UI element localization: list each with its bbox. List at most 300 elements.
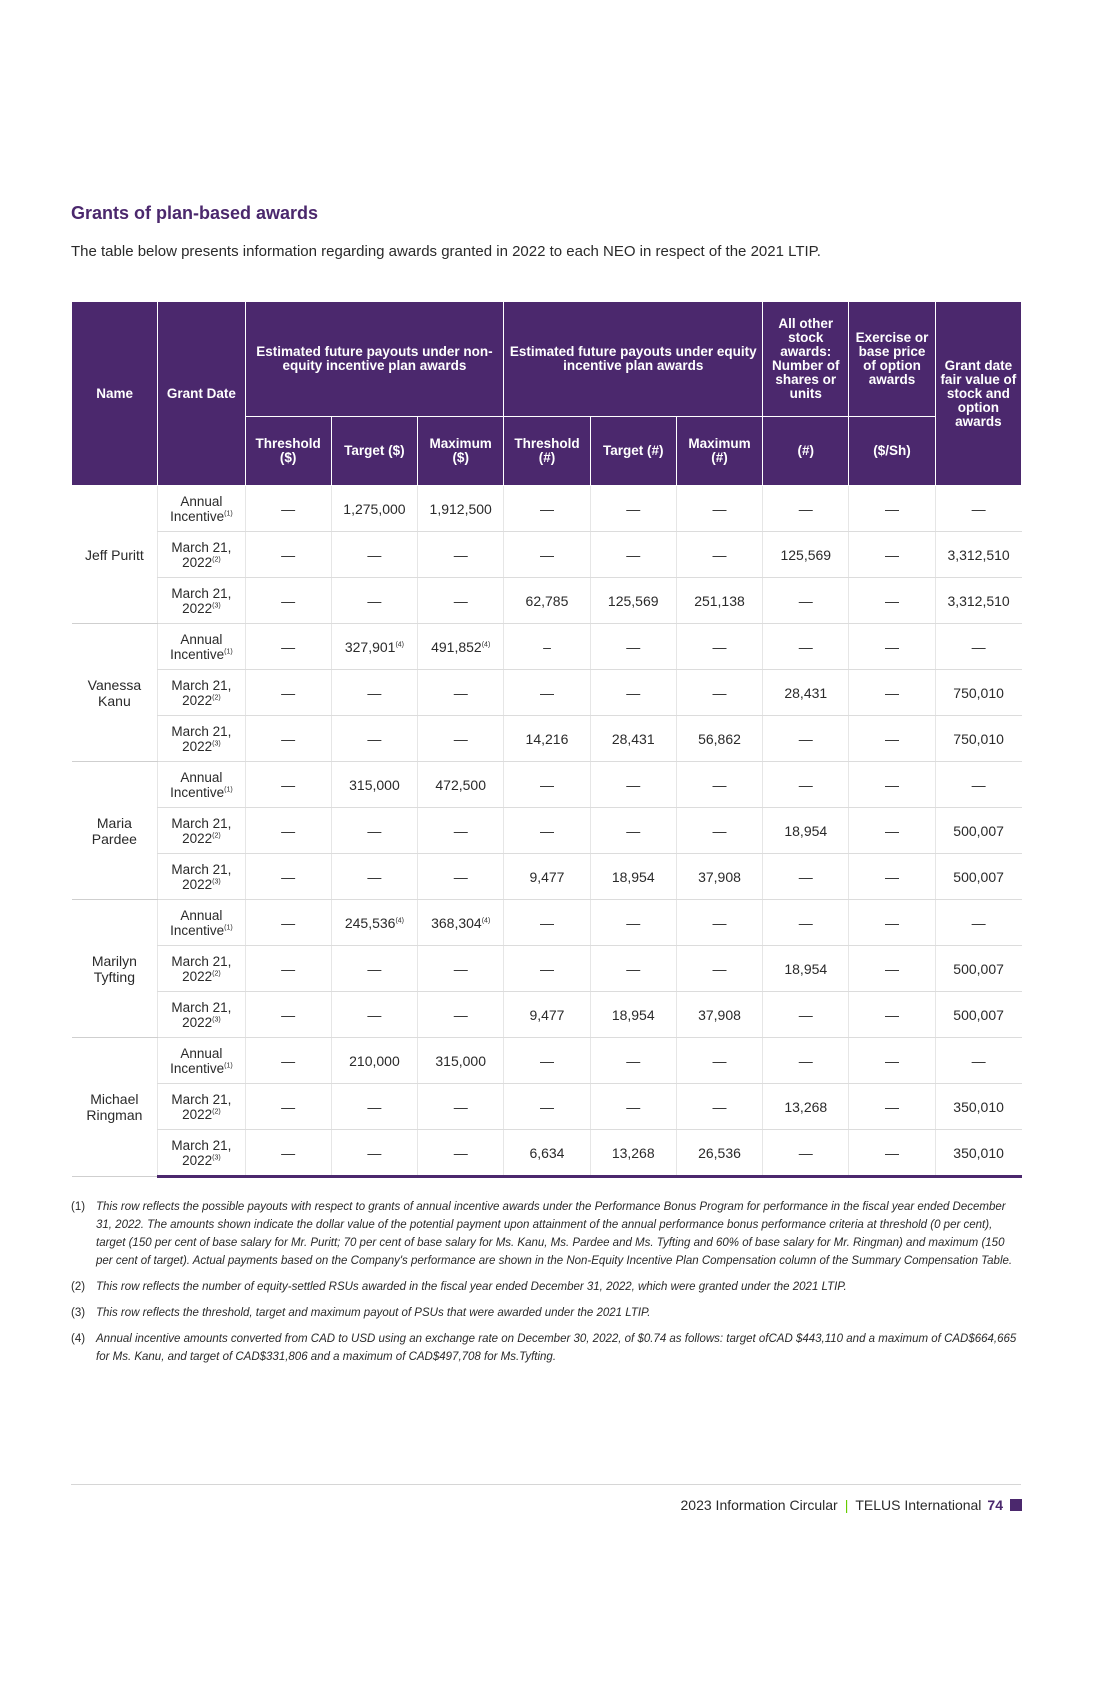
cell-value: — [712,822,727,839]
cell-grant-fair-value [935,716,1021,762]
cell-ne-target [331,900,417,946]
cell-grant-fair-value [935,578,1021,624]
header-all-other-unit: (#) [763,417,849,486]
cell-ne-maximum [418,900,504,946]
cell-all-other-stock [763,1084,849,1130]
cell-value: 491,852 [431,638,482,655]
cell-exercise-price [849,716,935,762]
cell-grant-fair-value [935,532,1021,578]
cell-value: — [798,500,813,517]
cell-ne-maximum [418,1084,504,1130]
cell-value: — [971,500,986,517]
footnote-ref: (2) [212,970,221,977]
cell-value: — [539,546,554,563]
grant-date-cell [158,762,245,808]
cell-value: 315,000 [349,776,400,793]
cell-ne-maximum [418,624,504,670]
cell-value: 125,569 [780,546,832,563]
cell-value: 125,569 [607,592,659,609]
cell-value: — [367,1098,382,1115]
grant-date-text: March 21, 2022 [171,677,232,708]
cell-eq-threshold [504,1038,590,1084]
cell-value: 18,954 [611,1006,655,1023]
cell-value: 750,010 [953,730,1004,747]
cell-eq-maximum [676,670,762,716]
footnote-text: This row reflects the threshold, target and maximum payout of PSUs that were awarded under the 2021 LTIP. [96,1307,651,1319]
cell-exercise-price [849,808,935,854]
cell-value: — [712,1052,727,1069]
table-row [72,578,1022,624]
grant-date-cell [158,946,245,992]
cell-value: — [626,776,641,793]
cell-value: — [885,776,900,793]
cell-eq-threshold [504,992,590,1038]
cell-value: 327,901 [344,638,396,655]
cell-eq-target [590,992,676,1038]
cell-exercise-price [849,1084,935,1130]
grant-date-text: Annual Incentive [170,769,225,800]
footer-divider [71,1484,1021,1485]
table-row [72,992,1022,1038]
grant-date-cell [158,992,245,1038]
cell-value: – [543,638,551,655]
cell-value: — [885,1144,900,1161]
cell-value: 350,010 [953,1144,1004,1161]
cell-value: — [798,914,813,931]
cell-value: — [539,776,554,793]
header-name: Name [72,302,158,486]
cell-ne-threshold [245,578,331,624]
cell-eq-target [590,486,676,532]
grant-date-text: March 21, 2022 [171,585,232,616]
grant-date-cell [158,532,245,578]
cell-value: — [281,1052,296,1069]
cell-ne-threshold [245,532,331,578]
cell-eq-target [590,808,676,854]
cell-value: — [885,960,900,977]
cell-grant-fair-value [935,486,1021,532]
cell-value: 500,007 [953,868,1004,885]
cell-value: 1,912,500 [429,500,492,517]
grant-date-text: March 21, 2022 [171,953,232,984]
cell-value: 18,954 [611,868,655,885]
cell-all-other-stock [763,624,849,670]
cell-value: — [885,684,900,701]
cell-all-other-stock [763,1130,849,1177]
cell-ne-target [331,670,417,716]
cell-all-other-stock [763,992,849,1038]
cell-value: — [712,914,727,931]
cell-value: 3,312,510 [947,546,1010,563]
cell-value: — [885,1098,900,1115]
cell-value: — [712,638,727,655]
cell-value: — [281,546,296,563]
cell-value: — [281,914,296,931]
cell-all-other-stock [763,532,849,578]
table-row [72,808,1022,854]
cell-value: — [281,592,296,609]
cell-value: 18,954 [784,822,828,839]
cell-eq-maximum [676,762,762,808]
cell-ne-maximum [418,532,504,578]
header-ne-maximum: Maximum ($) [418,417,504,486]
cell-grant-fair-value [935,900,1021,946]
cell-value: — [281,1144,296,1161]
footnote-number: (1) [71,1201,86,1213]
cell-ne-maximum [418,578,504,624]
cell-ne-maximum [418,762,504,808]
cell-eq-maximum [676,808,762,854]
cell-ne-target [331,578,417,624]
grant-date-text: Annual Incentive [170,907,225,938]
header-grant-date-fair-value: Grant date fair value of stock and option awards [935,302,1021,486]
footnote-number: (2) [71,1281,86,1293]
cell-ne-threshold [245,486,331,532]
cell-value: 1,275,000 [343,500,406,517]
cell-value: 9,477 [529,1006,565,1023]
neo-name: Michael Ringman [72,1038,158,1177]
cell-eq-threshold [504,808,590,854]
cell-value: — [712,960,727,977]
footer-publication: 2023 Information Circular [680,1497,838,1513]
cell-value: 500,007 [953,960,1004,977]
cell-ne-target [331,486,417,532]
cell-value: — [885,592,900,609]
footnote-ref: (2) [212,832,221,839]
table-row [72,716,1022,762]
footnote-number: (3) [71,1307,86,1319]
cell-eq-target [590,900,676,946]
cell-value: — [281,1006,296,1023]
table-row [72,486,1022,532]
header-equity-group: Estimated future payouts under equity incentive plan awards [504,302,763,417]
header-exercise-unit: ($/Sh) [849,417,935,486]
footnote-ref: (3) [212,602,221,609]
cell-value: — [885,914,900,931]
cell-all-other-stock [763,578,849,624]
cell-value: — [367,730,382,747]
cell-value: — [453,1098,468,1115]
cell-eq-threshold [504,716,590,762]
section-title: Grants of plan-based awards [71,203,319,223]
cell-ne-target [331,716,417,762]
cell-value: — [626,960,641,977]
table-row [72,1038,1022,1084]
page-number: 74 [987,1497,1003,1513]
cell-eq-maximum [676,624,762,670]
cell-eq-maximum [676,900,762,946]
cell-value: — [539,1098,554,1115]
cell-value: — [367,960,382,977]
cell-value: 315,000 [435,1052,486,1069]
cell-ne-maximum [418,992,504,1038]
grant-date-cell [158,624,245,670]
cell-value: — [281,684,296,701]
cell-eq-threshold [504,946,590,992]
header-non-equity-group: Estimated future payouts under non-equity incentive plan awards [245,302,504,417]
cell-value: — [712,1098,727,1115]
grant-date-cell [158,854,245,900]
footnote [71,1198,1021,1270]
cell-eq-maximum [676,946,762,992]
cell-value: — [626,1052,641,1069]
cell-grant-fair-value [935,854,1021,900]
cell-value: — [885,868,900,885]
table-row [72,854,1022,900]
cell-eq-maximum [676,716,762,762]
grant-date-cell [158,486,245,532]
cell-eq-target [590,1038,676,1084]
cell-eq-target [590,532,676,578]
grant-date-text: Annual Incentive [170,493,225,524]
cell-value: — [626,1098,641,1115]
cell-value: 6,634 [529,1144,565,1161]
cell-value: — [539,1052,554,1069]
cell-value: — [539,914,554,931]
cell-exercise-price [849,900,935,946]
cell-ne-threshold [245,1084,331,1130]
cell-eq-threshold [504,854,590,900]
footnote-ref: (1) [224,1062,233,1069]
header-eq-threshold: Threshold (#) [504,417,590,486]
grant-date-text: Annual Incentive [170,1045,225,1076]
cell-all-other-stock [763,900,849,946]
cell-value: — [626,500,641,517]
cell-grant-fair-value [935,670,1021,716]
cell-value: — [453,730,468,747]
cell-ne-maximum [418,1038,504,1084]
footnote [71,1304,1021,1322]
cell-ne-maximum [418,1130,504,1177]
cell-eq-threshold [504,900,590,946]
cell-ne-target [331,946,417,992]
cell-value: — [626,822,641,839]
cell-exercise-price [849,670,935,716]
cell-ne-threshold [245,1130,331,1177]
footnote-ref: (1) [224,510,233,517]
footnote-ref: (4) [481,916,491,924]
grant-date-cell [158,670,245,716]
section-intro: The table below presents information regarding awards granted in 2022 to each NEO in respect of the 2021 LTIP. [71,243,821,260]
table-row [72,1084,1022,1130]
cell-value: 37,908 [698,868,741,885]
cell-eq-threshold [504,486,590,532]
cell-ne-target [331,1038,417,1084]
cell-eq-threshold [504,762,590,808]
cell-value: 245,536 [344,914,396,931]
cell-value: 28,431 [611,730,655,747]
cell-value: — [798,1006,813,1023]
cell-value: — [798,638,813,655]
cell-eq-target [590,578,676,624]
cell-value: — [367,1006,382,1023]
footnote [71,1330,1021,1366]
table-row [72,670,1022,716]
cell-exercise-price [849,624,935,670]
cell-eq-target [590,624,676,670]
footnote-ref: (4) [395,916,405,924]
cell-value: — [367,868,382,885]
cell-ne-target [331,624,417,670]
footnote-ref: (2) [212,1108,221,1115]
cell-value: — [798,1052,813,1069]
footnote-text: This row reflects the number of equity-settled RSUs awarded in the fiscal year ended December 31, 2022, which were granted under the 2021 LTIP. [96,1281,847,1293]
header-eq-maximum: Maximum (#) [676,417,762,486]
cell-value: — [798,1144,813,1161]
cell-value: — [798,868,813,885]
footnote-ref: (3) [212,878,221,885]
cell-eq-target [590,716,676,762]
cell-all-other-stock [763,716,849,762]
cell-value: 750,010 [953,684,1004,701]
cell-exercise-price [849,762,935,808]
grant-date-cell [158,1084,245,1130]
cell-eq-threshold [504,670,590,716]
grant-date-text: March 21, 2022 [171,539,232,570]
cell-value: 26,536 [698,1144,741,1161]
cell-ne-threshold [245,716,331,762]
footer-separator: | [844,1497,849,1513]
cell-value: — [281,960,296,977]
cell-exercise-price [849,946,935,992]
cell-eq-maximum [676,992,762,1038]
cell-value: — [626,684,641,701]
footnote-ref: (1) [224,648,233,655]
cell-value: — [367,546,382,563]
cell-value: — [971,776,986,793]
grant-date-cell [158,808,245,854]
cell-all-other-stock [763,808,849,854]
cell-ne-threshold [245,624,331,670]
cell-value: — [453,684,468,701]
cell-exercise-price [849,992,935,1038]
cell-ne-threshold [245,854,331,900]
cell-value: 56,862 [698,730,741,747]
page-footer [681,1497,1022,1513]
cell-exercise-price [849,532,935,578]
cell-eq-threshold [504,578,590,624]
cell-value: — [971,914,986,931]
cell-value: — [885,1006,900,1023]
neo-name: Marilyn Tyfting [72,900,158,1038]
cell-eq-target [590,854,676,900]
cell-value: — [367,592,382,609]
header-grant-date: Grant Date [158,302,245,486]
cell-value: — [281,822,296,839]
cell-value: — [885,1052,900,1069]
cell-value: — [539,822,554,839]
table-row [72,946,1022,992]
table-row [72,624,1022,670]
cell-value: — [885,500,900,517]
cell-ne-target [331,854,417,900]
cell-value: — [281,500,296,517]
cell-value: 210,000 [349,1052,400,1069]
table-row [72,532,1022,578]
cell-value: — [453,546,468,563]
cell-ne-threshold [245,808,331,854]
grant-date-text: March 21, 2022 [171,861,232,892]
cell-value: — [712,500,727,517]
cell-ne-target [331,992,417,1038]
grant-date-text: March 21, 2022 [171,999,232,1030]
cell-value: — [281,1098,296,1115]
cell-value: — [453,1006,468,1023]
cell-eq-threshold [504,624,590,670]
cell-value: 350,010 [953,1098,1004,1115]
cell-grant-fair-value [935,992,1021,1038]
grants-table-body [72,486,1022,1177]
header-ne-target: Target ($) [331,417,417,486]
cell-value: — [885,638,900,655]
cell-eq-maximum [676,486,762,532]
footnote-ref: (3) [212,1154,221,1161]
cell-value: 368,304 [431,914,482,931]
grant-date-cell [158,1038,245,1084]
grants-table [71,301,1022,1178]
cell-value: — [453,592,468,609]
cell-ne-maximum [418,854,504,900]
cell-all-other-stock [763,762,849,808]
cell-ne-target [331,762,417,808]
cell-value: 14,216 [525,730,569,747]
cell-eq-maximum [676,1038,762,1084]
cell-grant-fair-value [935,1130,1021,1177]
cell-ne-target [331,1130,417,1177]
grant-date-cell [158,578,245,624]
footnote [71,1278,1021,1296]
cell-eq-maximum [676,578,762,624]
grant-date-text: Annual Incentive [170,631,225,662]
cell-exercise-price [849,578,935,624]
cell-grant-fair-value [935,808,1021,854]
cell-ne-target [331,532,417,578]
cell-eq-maximum [676,854,762,900]
cell-value: — [626,914,641,931]
cell-value: 13,268 [611,1144,655,1161]
grant-date-text: March 21, 2022 [171,1137,232,1168]
header-ne-threshold: Threshold ($) [245,417,331,486]
cell-ne-target [331,1084,417,1130]
cell-value: 500,007 [953,822,1004,839]
cell-all-other-stock [763,1038,849,1084]
footnote-ref: (4) [395,640,405,648]
cell-all-other-stock [763,946,849,992]
grant-date-text: March 21, 2022 [171,723,232,754]
cell-eq-threshold [504,532,590,578]
cell-grant-fair-value [935,624,1021,670]
footnote-text: This row reflects the possible payouts with respect to grants of annual incentive awards under the Performance Bonus Program for performance in the fiscal year ended December 31, 2022. The amounts shown indicate the dollar value of the potential payment upon attainment of the annual performance bonus performance criteria at threshold (0 per cent), target (150 per cent of base salary for Mr. Puritt; 70 per cent of base salary for Ms. Kanu, Ms. Pardee and Ms. Tyfting and 60% of base salary for Mr. Ringman) and maximum (150 per cent of target). Actual payments based on the Company's performance are shown in the Non-Equity Incentive Plan Compensation column of the Summary Compensation Table. [96,1201,1013,1267]
cell-value: — [281,868,296,885]
cell-all-other-stock [763,854,849,900]
cell-value: 472,500 [435,776,486,793]
cell-all-other-stock [763,670,849,716]
cell-value: — [539,500,554,517]
cell-exercise-price [849,1130,935,1177]
cell-eq-threshold [504,1130,590,1177]
table-row [72,900,1022,946]
cell-ne-threshold [245,1038,331,1084]
neo-name: Jeff Puritt [72,486,158,624]
cell-ne-threshold [245,670,331,716]
cell-value: — [367,1144,382,1161]
cell-value: — [971,1052,986,1069]
grant-date-text: March 21, 2022 [171,1091,232,1122]
cell-value: 18,954 [784,960,828,977]
cell-ne-maximum [418,946,504,992]
cell-ne-threshold [245,762,331,808]
cell-grant-fair-value [935,946,1021,992]
